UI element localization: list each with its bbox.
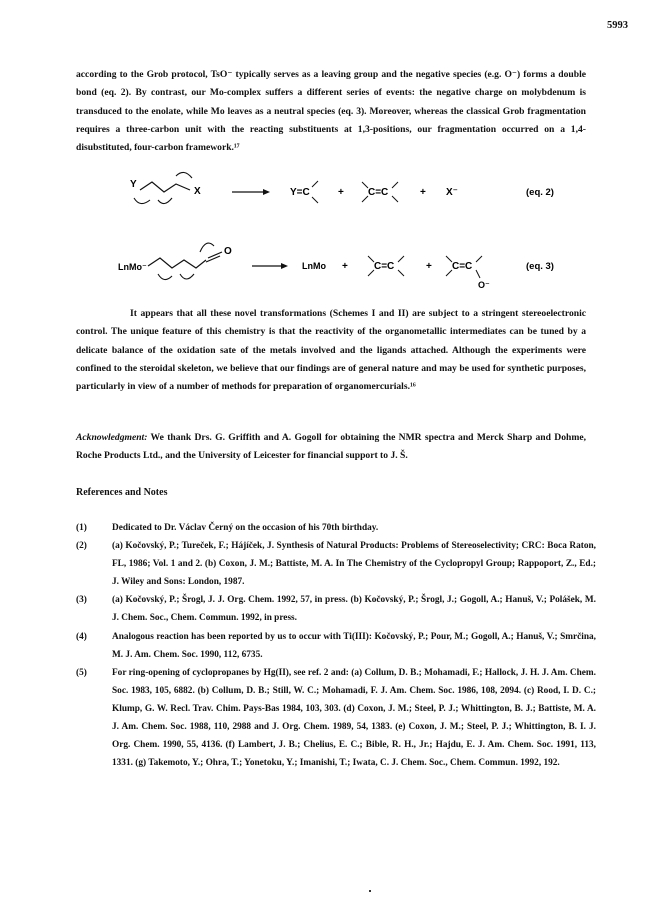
reference-text: (a) Kočovský, P.; Tureček, F.; Hájíček, J. Synthesis of Natural Products: Problems of Stereoselectivity; CRC: Boca Raton, FL, 1986; Vol. 1 and 2. (b) Coxon, J. M.; Battiste, M. A. In The Chemistry of the Cyclopropyl Group; Rappoport, Z., Ed.; J. Wiley and Sons: London, 1987. (112, 541, 596, 588)
eq3-oxygen: O (224, 246, 232, 257)
eq2-substituent-y: Y (130, 179, 137, 190)
eq2-arrowhead (263, 189, 270, 195)
reference-number: (1) (76, 523, 87, 533)
acknowledgment-label: Acknowledgment: (76, 432, 148, 443)
eq2-plus-2: + (420, 187, 426, 198)
acknowledgment-paragraph (76, 429, 586, 466)
eq3-arrow-curve-1 (158, 274, 172, 280)
discussion-paragraph: It appears that all these novel transformations (Schemes I and II) are subject to a stringent stereoelectronic control. The unique feature of this chemistry is that the reactivity of the organometallic intermediates can be tuned by a delicate balance of the oxidation sate of the metals involved and the ligands attached. Although the experiments were confined to the steroidal skeleton, we believe that our findings are of general nature and may be used for synthetic purposes, particularly in view of a number of methods for preparation of organomercurials.¹⁶ (76, 308, 586, 393)
page-number: 5993 (607, 20, 628, 31)
eq3-plus-2: + (426, 261, 432, 272)
eq3-arrow-curve-2 (180, 274, 194, 279)
eq2-arrow-curve-1 (134, 198, 150, 204)
eq2-product-1: Y=C (290, 187, 310, 198)
eq3-label: (eq. 3) (526, 261, 554, 272)
eq3-product-1: LnMo (302, 261, 326, 271)
reference-number: (5) (76, 667, 87, 678)
eq2-label: (eq. 2) (526, 187, 554, 198)
eq3-product-2: C=C (374, 261, 395, 272)
references-list (76, 519, 596, 772)
stray-mark (369, 890, 371, 892)
references-heading: References and Notes (76, 487, 168, 498)
reference-text: (a) Kočovský, P.; Šrogl, J. J. Org. Chem. 1992, 57, in press. (b) Kočovský, P.; Šrogl, J.; Gogoll, A.; Hanuš, V.; Polášek, M. J. Chem. Soc., Chem. Commun. 1992, in press. (112, 595, 596, 624)
eq3-plus-1: + (342, 261, 348, 272)
reference-item (76, 664, 596, 773)
reference-number: (3) (76, 595, 87, 606)
reference-item (76, 519, 596, 537)
reference-number: (4) (76, 631, 87, 642)
equation-3-scheme (0, 230, 672, 294)
eq3-arrowhead (281, 263, 288, 269)
eq2-plus-1: + (338, 187, 344, 198)
reference-item (76, 591, 596, 627)
eq3-enolate-o: O⁻ (478, 280, 490, 290)
intro-paragraph: according to the Grob protocol, TsO⁻ typically serves as a leaving group and the negative species (e.g. O⁻) forms a double bond (eq. 2). By contrast, our Mo-complex suffers a different series of events: the negative charge on molybdenum is transduced to the enolate, while Mo leaves as a neutral species (eq. 3). Moreover, whereas the classical Grob fragmentation requires a three-carbon unit with the reacting substituents at 1,3-positions, our fragmentation occurred on a 1,4-disubstituted, four-carbon framework.¹⁷ (76, 69, 586, 154)
eq2-substrate-bonds (140, 182, 190, 192)
reference-item (76, 537, 596, 591)
reference-number: (2) (76, 541, 87, 552)
acknowledgment-text: We thank Drs. G. Griffith and A. Gogoll for obtaining the NMR spectra and Merck Sharp and Dohme, Roche Products Ltd., and the University of Leicester for financial support to J. Š. (76, 432, 586, 462)
reference-item (76, 628, 596, 664)
reference-text: For ring-opening of cyclopropanes by Hg(II), see ref. 2 and: (a) Collum, D. B.; Mohamadi, F.; Hallock, J. H. J. Am. Chem. Soc. 1983, 105, 6882. (b) Collum, D. B.; Still, W. C.; Mohamadi, F. J. Am. Chem. Soc. 1986, 108, 2094. (c) Rood, I. D. C.; Klump, G. W. Recl. Trav. Chim. Pays-Bas 1984, 103, 303. (d) Coxon, J. M.; Steel, P. J.; Whittington, B. J.; Battiste, M. A. J. Am. Chem. Soc. 1988, 110, 2988 and J. Org. Chem. 1989, 54, 1383. (e) Coxon, J. M.; Steel, P. J.; Whittington, B. I. J. Org. Chem. 1990, 55, 4136. (f) Lambert, J. B.; Chelius, E. C.; Bible, R. H., Jr.; Hajdu, E. J. Am. Chem. Soc. 1991, 113, 1331. (g) Takemoto, Y.; Ohra, T.; Yonetoku, Y.; Imanishi, T.; Iwata, C. J. Chem. Soc., Chem. Commun. 1992, 192. (112, 667, 596, 769)
equation-2-scheme (0, 160, 672, 220)
eq3-substrate-bonds (148, 258, 206, 268)
eq3-arrow-curve-3 (200, 243, 214, 252)
reference-text: Dedicated to Dr. Václav Černý on the occasion of his 70th birthday. (112, 523, 379, 533)
eq2-arrow-curve-2 (158, 198, 172, 204)
eq3-metal-start: LnMo⁻ (118, 262, 147, 272)
eq3-product-3: C=C (452, 261, 473, 272)
eq2-product-2: C=C (368, 187, 389, 198)
eq2-arrow-curve-3 (176, 172, 192, 178)
eq2-leaving-x: X (194, 186, 201, 197)
eq2-product-3: X⁻ (446, 187, 458, 198)
reference-text: Analogous reaction has been reported by us to occur with Ti(III): Kočovský, P.; Pour, M.; Gogoll, A.; Hanuš, V.; Smrčina, M. J. Am. Chem. Soc. 1990, 112, 6735. (112, 631, 596, 660)
